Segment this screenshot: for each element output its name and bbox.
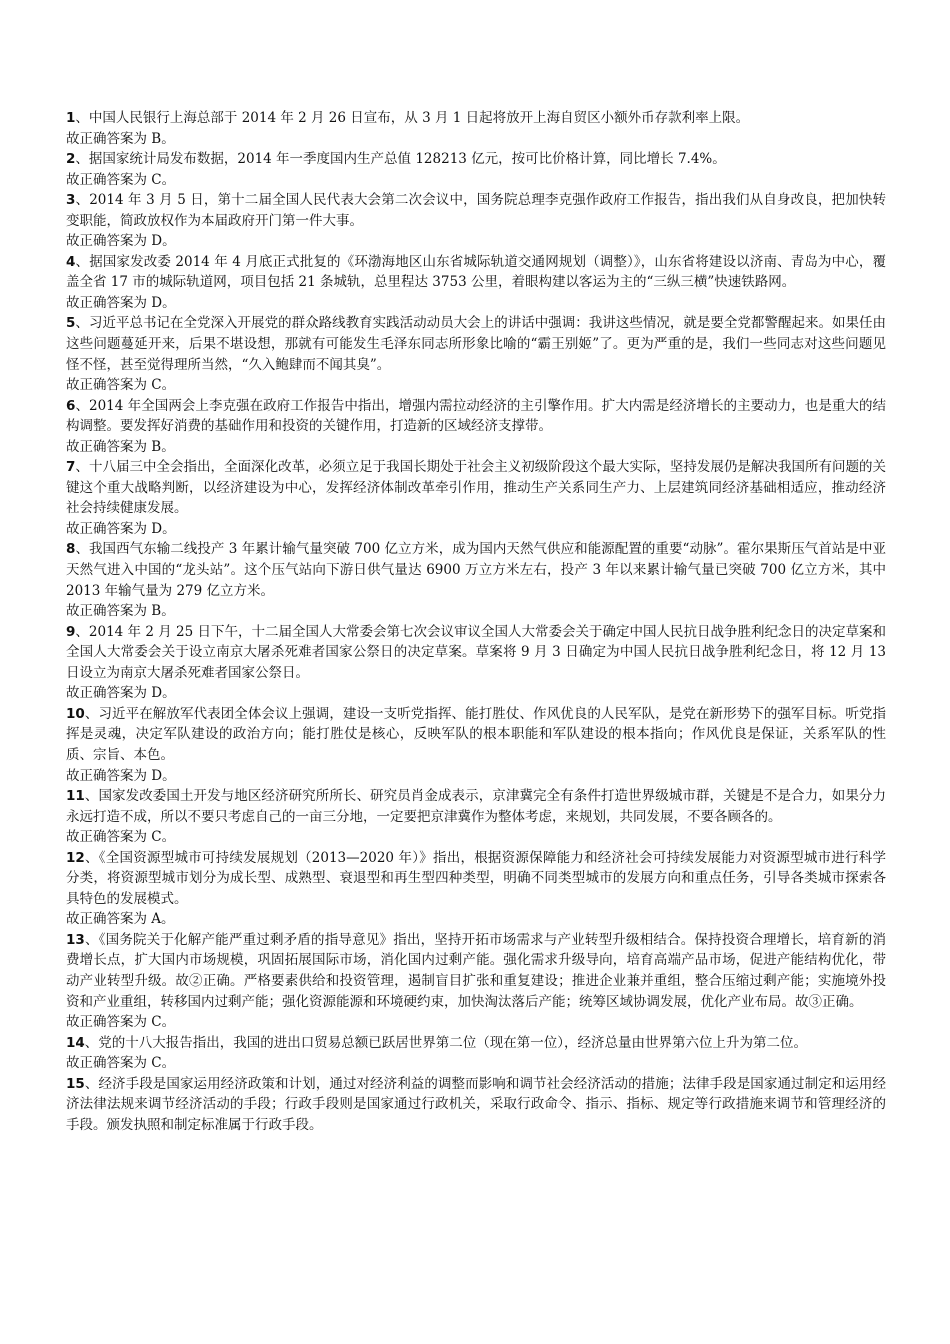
question-text: 经济手段是国家运用经济政策和计划，通过对经济利益的调整而影响和调节社会经济活动的措施；法律手段是国家通过制定和运用经济法律法规来调节经济活动的手段；行政手段则是国家通过行政机关，采取行政命令、指示、指标、规定等行政措施来调节和管理经济的手段。颁发执照和制定标准属于行政手段。 — [66, 1075, 887, 1133]
question-text: 据国家统计局发布数据，2014 年一季度国内生产总值 128213 亿元，按可比价格计算，同比增长 7.4%。 — [88, 151, 726, 168]
question-text-block — [66, 1033, 886, 1054]
question-item — [66, 1033, 886, 1074]
question-number: 8 — [66, 541, 76, 558]
answer-line: 故正确答案为 D。 — [66, 767, 176, 784]
question-number: 7 — [66, 459, 76, 476]
question-separator: 、 — [84, 1075, 99, 1092]
question-text: 2014 年全国两会上李克强在政府工作报告中指出，增强内需拉动经济的主引擎作用。扩大内需是经济增长的主要动力，也是重大的结构调整。要发挥好消费的基础作用和投资的关键作用，打造新的区域经济支撑带。 — [66, 397, 886, 435]
answer-line: 故正确答案为 D。 — [66, 685, 176, 702]
question-text-block — [66, 786, 886, 827]
question-item — [66, 539, 886, 621]
answer-line: 故正确答案为 C。 — [66, 1055, 176, 1072]
question-item — [66, 930, 886, 1033]
question-separator: 、 — [84, 1034, 99, 1051]
question-number: 14 — [66, 1034, 85, 1051]
question-text-block — [66, 457, 886, 519]
question-number: 3 — [66, 192, 76, 209]
question-text-block — [66, 149, 886, 170]
question-separator: 、 — [75, 253, 90, 270]
answer-line: 故正确答案为 C。 — [66, 377, 176, 394]
question-item — [66, 313, 886, 395]
question-text-block — [66, 252, 886, 293]
question-text-block — [66, 313, 886, 375]
question-text-block — [66, 539, 886, 601]
question-separator: 、 — [84, 849, 99, 866]
question-item — [66, 848, 886, 930]
question-text-block — [66, 1074, 886, 1136]
question-item — [66, 786, 886, 848]
question-text: 十八届三中全会指出，全面深化改革，必须立足于我国长期处于社会主义初级阶段这个最大实际，坚持发展仍是解决我国所有问题的关键这个重大战略判断，以经济建设为中心，发挥经济体制改革牵引作用，推动生产关系同生产力、上层建筑同经济基础相适应，推动经济社会持续健康发展。 — [66, 459, 887, 517]
question-separator: 、 — [75, 397, 89, 414]
question-text: 国家发改委国土开发与地区经济研究所所长、研究员肖金成表示，京津冀完全有条件打造世界级城市群，关键是不是合力，如果分力永远打造不成，所以不要只考虑自己的一亩三分地，一定要把京津冀作为整体考虑，来规划，共同发展，不要各顾各的。 — [66, 788, 887, 825]
question-text: 《全国资源型城市可持续发展规划（2013—2020 年）》指出，根据资源保障能力和经济社会可持续发展能力对资源型城市进行科学分类，将资源型城市划分为成长型、成熟型、衰退型和再生型四种类型，明确不同类型城市的发展方向和重点任务，引导各类城市探索各具特色的发展模式。 — [66, 849, 887, 907]
question-separator: 、 — [84, 931, 99, 948]
question-item — [66, 396, 886, 458]
question-number: 12 — [66, 849, 85, 866]
question-item — [66, 1074, 886, 1136]
question-item — [66, 457, 886, 539]
question-number: 4 — [66, 253, 76, 270]
question-item — [66, 108, 886, 149]
answer-line: 故正确答案为 C。 — [66, 171, 176, 188]
question-number: 5 — [66, 315, 76, 332]
question-text: 习近平总书记在全党深入开展党的群众路线教育实践活动动员大会上的讲话中强调：我讲这些情况，就是要全党都警醒起来。如果任由这些问题蔓延开来，后果不堪设想，那就有可能发生毛泽东同志所形象比喻的“霸王别姬”了。更为严重的是，我们一些同志对这些问题见怪不怪，甚至觉得理所当然，“久入鲍肆而不闻其臭”。 — [66, 315, 887, 373]
question-text: 2014 年 2 月 25 日下午，十二届全国人大常委会第七次会议审议全国人大常委会关于确定中国人民抗日战争胜利纪念日的决定草案和全国人大常委会关于设立南京大屠杀死难者国家公祭日的决定草案。草案将 9 月 3 日确定为中国人民抗日战争胜利纪念日，将 12 月 13 日设立为南京大屠杀死难者国家公祭日。 — [66, 623, 886, 681]
question-separator: 、 — [84, 705, 99, 722]
document-page — [66, 108, 886, 1135]
answer-line: 故正确答案为 D。 — [66, 520, 176, 537]
question-text-block — [66, 622, 886, 684]
question-number: 13 — [66, 931, 85, 948]
question-number: 1 — [66, 110, 76, 126]
question-separator: 、 — [75, 110, 89, 126]
answer-line: 故正确答案为 B。 — [66, 438, 175, 455]
answer-line: 故正确答案为 D。 — [66, 294, 176, 311]
question-separator: 、 — [75, 541, 89, 558]
question-text: 我国西气东输二线投产 3 年累计输气量突破 700 亿立方米，成为国内天然气供应和能源配置的重要“动脉”。霍尔果斯压气首站是中亚天然气进入中国的“龙头站”。这个压气站向下游日供气量达 6900 万立方米左右，投产 3 年以来累计输气量已突破 700 亿立方米，其中 2013 年输气量为 279 亿立方米。 — [66, 541, 886, 599]
question-text-block — [66, 396, 886, 437]
question-text: 党的十八大报告指出，我国的进出口贸易总额已跃居世界第二位（现在第一位），经济总量由世界第六位上升为第二位。 — [98, 1034, 808, 1051]
question-text-block — [66, 704, 886, 766]
question-number: 9 — [66, 623, 76, 640]
question-separator: 、 — [75, 192, 90, 209]
question-text-block — [66, 190, 886, 231]
question-text-block — [66, 108, 886, 129]
question-text: 据国家发改委 2014 年 4 月底正式批复的《环渤海地区山东省城际轨道交通网规划（调整）》，山东省将建设以济南、青岛为中心，覆盖全省 17 市的城际轨道网，项目包括 21 条城轨，总里程达 3753 公里，着眼构建以客运为主的“三纵三横”快速铁路网。 — [66, 253, 887, 291]
question-item — [66, 622, 886, 704]
question-separator: 、 — [75, 459, 89, 476]
question-separator: 、 — [75, 315, 89, 332]
answer-line: 故正确答案为 C。 — [66, 829, 176, 846]
question-number: 10 — [66, 705, 85, 722]
question-item — [66, 704, 886, 786]
question-item — [66, 252, 886, 314]
question-text-block — [66, 930, 886, 1012]
question-number: 6 — [66, 397, 76, 414]
answer-line: 故正确答案为 B。 — [66, 130, 175, 147]
question-item — [66, 149, 886, 190]
answer-line: 故正确答案为 B。 — [66, 603, 175, 620]
question-text: 中国人民银行上海总部于 2014 年 2 月 26 日宣布，从 3 月 1 日起将放开上海自贸区小额外币存款利率上限。 — [88, 110, 750, 126]
question-text: 《国务院关于化解产能严重过剩矛盾的指导意见》指出，坚持开拓市场需求与产业转型升级相结合。保持投资合理增长，培育新的消费增长点，扩大国内市场规模，巩固拓展国际市场，消化国内过剩产能。强化需求升级导向，培育高端产品市场，促进产能结构优化，带动产业转型升级。故②正确。严格要素供给和投资管理，遏制盲目扩张和重复建设；推进企业兼并重组，整合压缩过剩产能；实施境外投资和产业重组，转移国内过剩产能；强化资源能源和环境硬约束，加快淘汰落后产能；统筹区域协调发展，优化产业布局。故③正确。 — [66, 931, 887, 1010]
question-separator: 、 — [84, 788, 99, 805]
answer-line: 故正确答案为 D。 — [66, 233, 176, 250]
question-number: 2 — [66, 151, 76, 168]
question-separator: 、 — [75, 623, 89, 640]
question-number: 11 — [66, 788, 85, 805]
answer-line: 故正确答案为 C。 — [66, 1014, 176, 1031]
question-item — [66, 190, 886, 252]
answer-line: 故正确答案为 A。 — [66, 911, 175, 928]
question-number: 15 — [66, 1075, 85, 1092]
question-text: 习近平在解放军代表团全体会议上强调，建设一支听党指挥、能打胜仗、作风优良的人民军队，是党在新形势下的强军目标。听党指挥是灵魂，决定军队建设的政治方向；能打胜仗是核心，反映军队的根本职能和军队建设的根本指向；作风优良是保证，关系军队的性质、宗旨、本色。 — [66, 705, 887, 763]
question-separator: 、 — [75, 151, 89, 168]
question-text-block — [66, 848, 886, 910]
question-text: 2014 年 3 月 5 日，第十二届全国人民代表大会第二次会议中，国务院总理李克强作政府工作报告，指出我们从自身改良，把加快转变职能，简政放权作为本届政府开门第一件大事。 — [66, 192, 886, 229]
